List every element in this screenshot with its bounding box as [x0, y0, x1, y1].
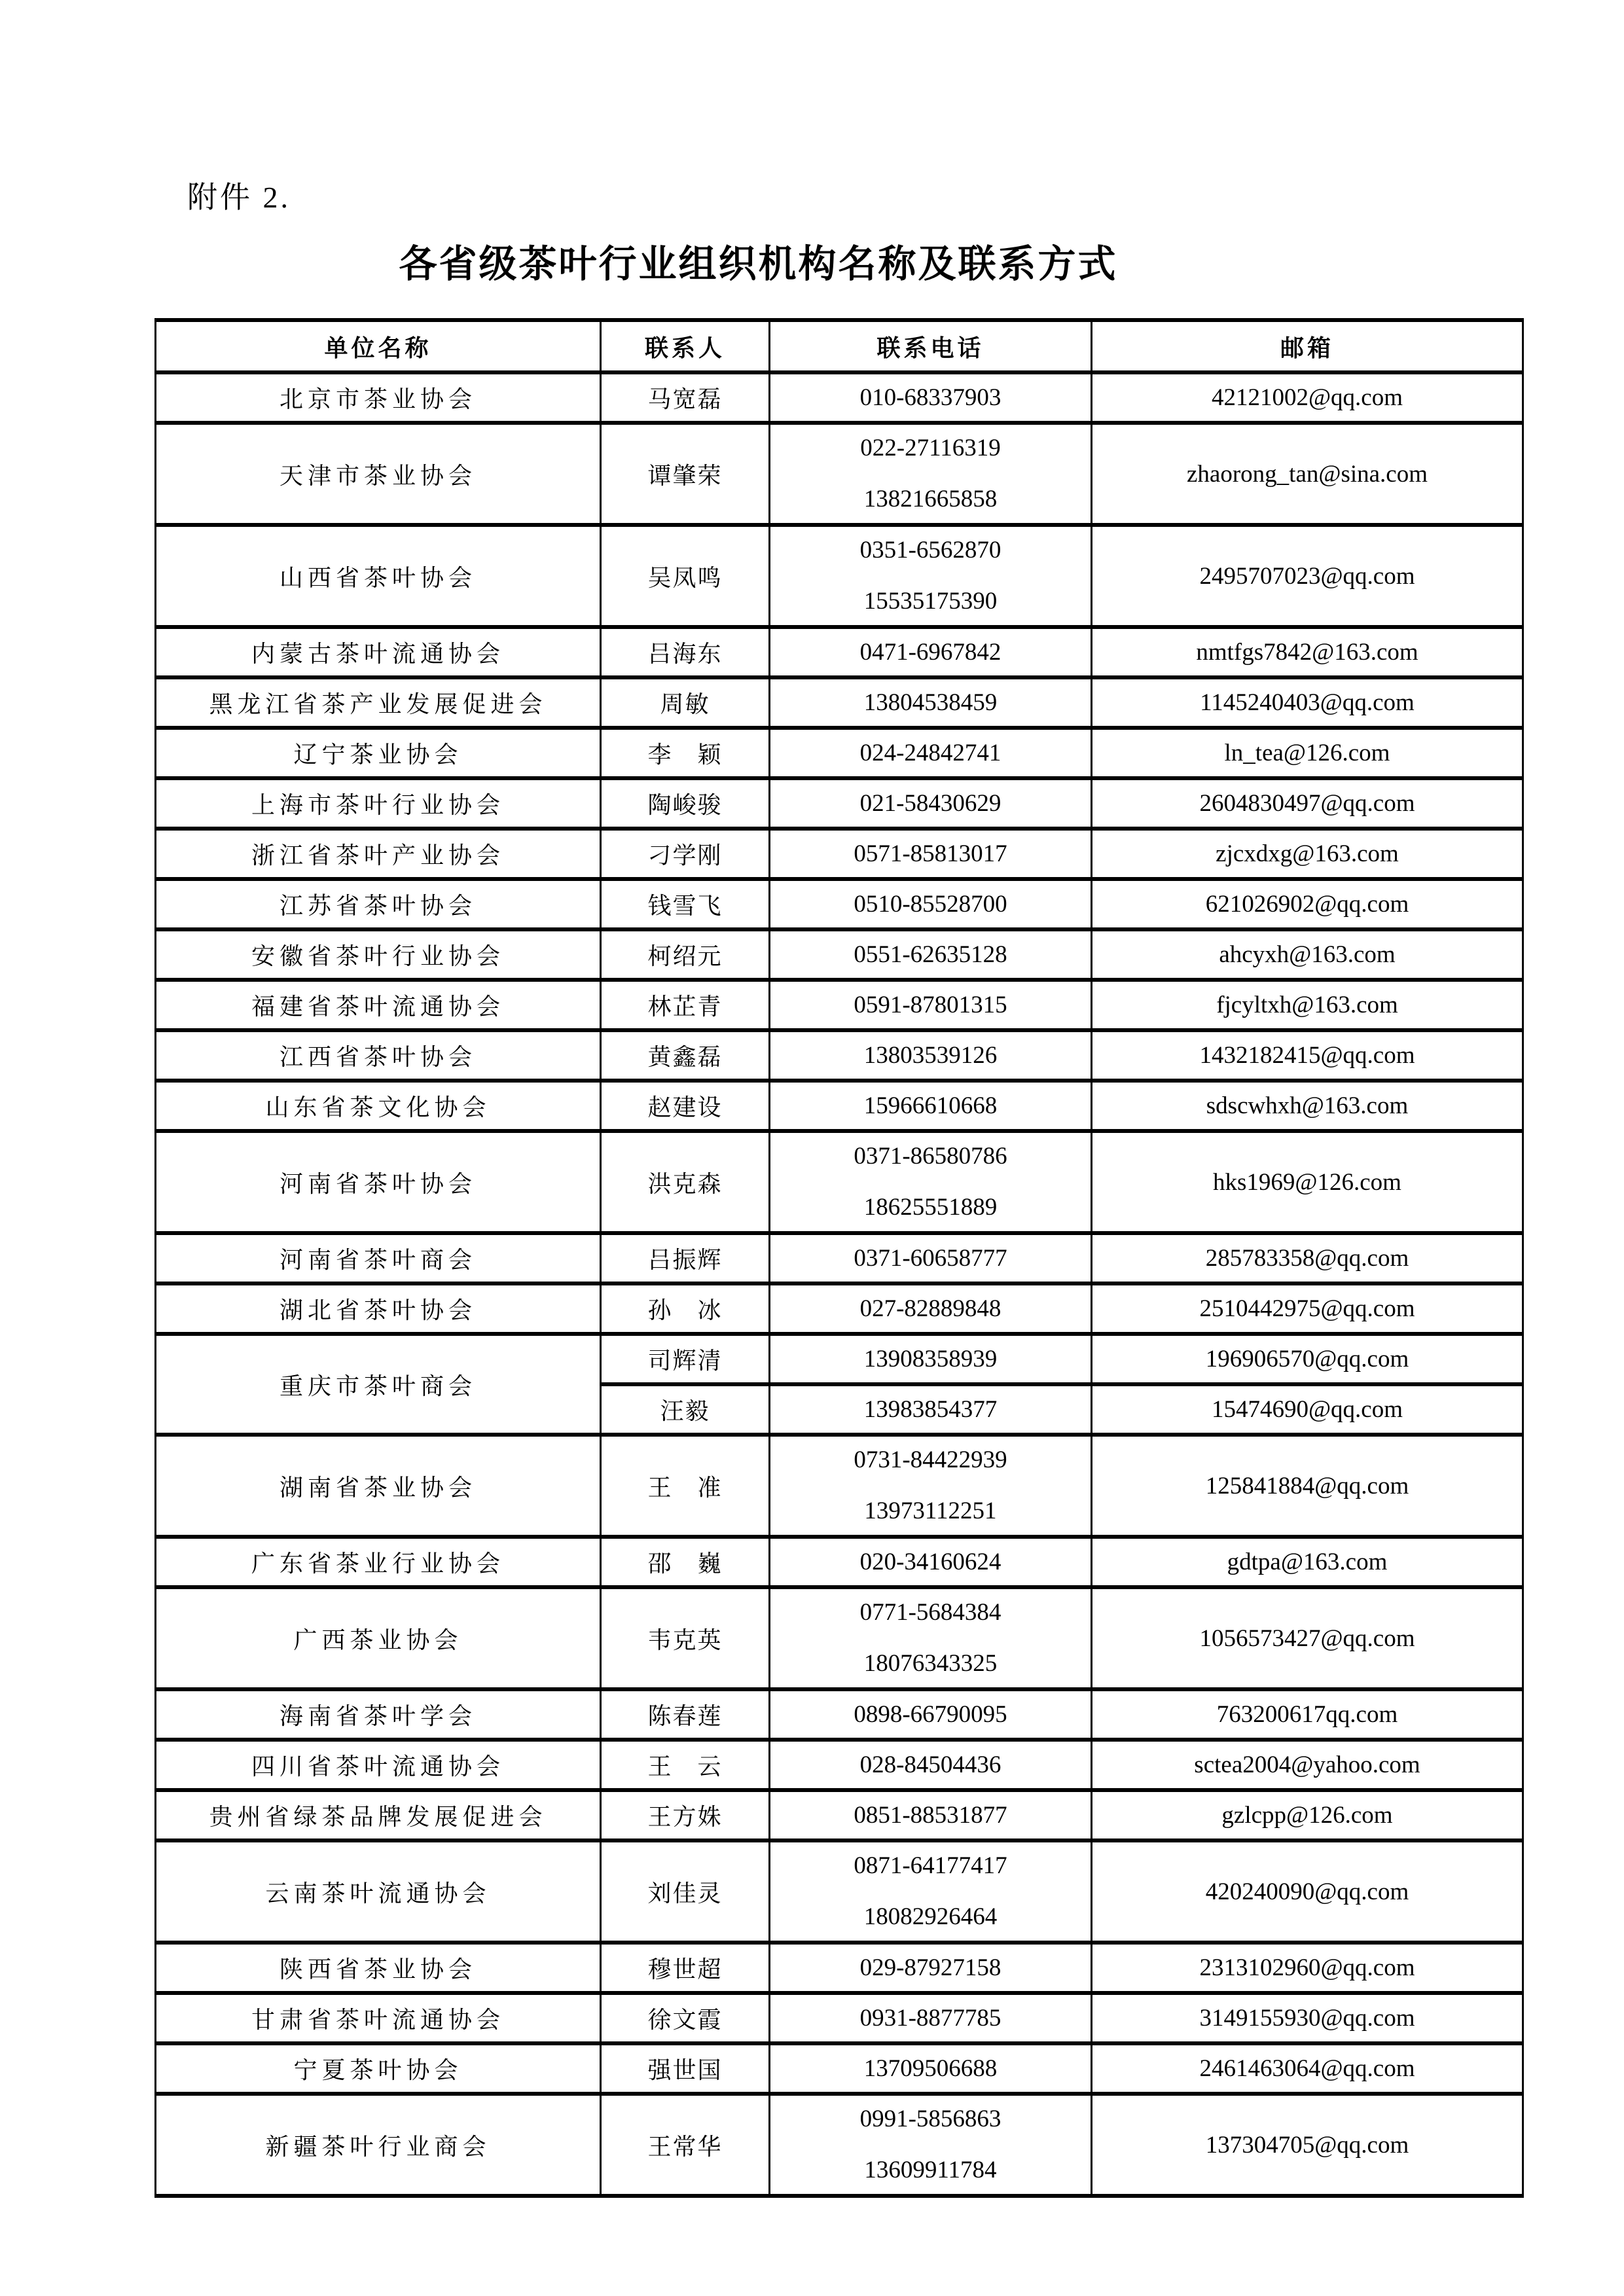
- contact-cell: 吕振辉: [601, 1233, 770, 1283]
- contact-cell: 王 云: [601, 1740, 770, 1790]
- contact-cell: 王常华: [601, 2094, 770, 2196]
- email-cell: 1056573427@qq.com: [1092, 1587, 1523, 1689]
- column-header-contact: 联系人: [601, 320, 770, 372]
- phone-number: 0371-60658777: [854, 1244, 1007, 1272]
- phone-number: 0591-87801315: [854, 991, 1007, 1018]
- table-row: [156, 1435, 1523, 1537]
- phone-cell: [770, 1384, 1092, 1435]
- email-cell: 196906570@qq.com: [1092, 1334, 1523, 1384]
- email-cell: nmtfgs7842@163.com: [1092, 627, 1523, 677]
- email-cell: ln_tea@126.com: [1092, 728, 1523, 778]
- contact-cell: 刁学刚: [601, 829, 770, 879]
- table-row: [156, 372, 1523, 423]
- contact-cell: 林芷青: [601, 980, 770, 1030]
- org-cell: 湖南省茶业协会: [156, 1435, 601, 1537]
- email-cell: hks1969@126.com: [1092, 1131, 1523, 1233]
- org-cell: 甘肃省茶叶流通协会: [156, 1993, 601, 2043]
- phone-cell: [770, 1030, 1092, 1081]
- phone-cell: [770, 1334, 1092, 1384]
- phone-cell: [770, 1587, 1092, 1689]
- email-cell: gdtpa@163.com: [1092, 1537, 1523, 1587]
- email-cell: 2461463064@qq.com: [1092, 2043, 1523, 2094]
- table-row: [156, 627, 1523, 677]
- org-cell: 广西茶业协会: [156, 1587, 601, 1689]
- table-header: [156, 320, 1523, 372]
- org-cell: 海南省茶叶学会: [156, 1689, 601, 1740]
- phone-cell: [770, 1131, 1092, 1233]
- table-row: [156, 1081, 1523, 1131]
- phone-cell: [770, 1435, 1092, 1537]
- contact-cell: 吴凤鸣: [601, 525, 770, 627]
- table-header-row: [156, 320, 1523, 372]
- phone-number: 0898-66790095: [854, 1700, 1007, 1728]
- table-row: [156, 525, 1523, 627]
- phone-cell: [770, 829, 1092, 879]
- contact-cell: 黄鑫磊: [601, 1030, 770, 1081]
- page-title: 各省级茶叶行业组织机构名称及联系方式: [399, 243, 1118, 285]
- phone-number: 13908358939: [863, 1345, 998, 1372]
- phone-number: 13973112251: [864, 1498, 997, 1524]
- contact-cell: 汪毅: [601, 1384, 770, 1435]
- org-cell: 天津市茶业协会: [156, 423, 601, 525]
- email-cell: 3149155930@qq.com: [1092, 1993, 1523, 2043]
- org-cell: 内蒙古茶叶流通协会: [156, 627, 601, 677]
- table-row: [156, 879, 1523, 929]
- phone-cell: [770, 1740, 1092, 1790]
- phone-cell: [770, 677, 1092, 728]
- contact-cell: 刘佳灵: [601, 1840, 770, 1943]
- phone-number: 13609911784: [864, 2157, 997, 2183]
- table-row: [156, 1537, 1523, 1587]
- contact-cell: 邵 巍: [601, 1537, 770, 1587]
- org-cell: 贵州省绿茶品牌发展促进会: [156, 1790, 601, 1840]
- org-cell: 上海市茶叶行业协会: [156, 778, 601, 829]
- phone-number: 13821665858: [863, 486, 998, 512]
- phone-cell: [770, 2043, 1092, 2094]
- table-row: [156, 1030, 1523, 1081]
- phone-cell: [770, 525, 1092, 627]
- column-header-org: 单位名称: [156, 320, 601, 372]
- contact-cell: 王 准: [601, 1435, 770, 1537]
- contact-cell: 洪克森: [601, 1131, 770, 1233]
- phone-number: 0371-86580786: [854, 1143, 1007, 1170]
- contact-cell: 谭肇荣: [601, 423, 770, 525]
- phone-number: 13804538459: [863, 689, 998, 716]
- phone-cell: [770, 2094, 1092, 2196]
- phone-number: 13709506688: [863, 2054, 998, 2082]
- phone-cell: [770, 1233, 1092, 1283]
- table-row: [156, 1233, 1523, 1283]
- org-cell: 浙江省茶叶产业协会: [156, 829, 601, 879]
- column-header-email: 邮箱: [1092, 320, 1523, 372]
- org-cell: 湖北省茶叶协会: [156, 1283, 601, 1334]
- table-row: [156, 423, 1523, 525]
- phone-cell: [770, 1790, 1092, 1840]
- org-cell: 黑龙江省茶产业发展促进会: [156, 677, 601, 728]
- table-row: [156, 1790, 1523, 1840]
- contact-cell: 钱雪飞: [601, 879, 770, 929]
- phone-number: 0931-8877785: [859, 2004, 1001, 2032]
- document-content: [154, 0, 1473, 2198]
- phone-cell: [770, 728, 1092, 778]
- email-cell: gzlcpp@126.com: [1092, 1790, 1523, 1840]
- phone-cell: [770, 929, 1092, 980]
- phone-number: 0771-5684384: [859, 1599, 1001, 1626]
- email-cell: 285783358@qq.com: [1092, 1233, 1523, 1283]
- email-cell: sdscwhxh@163.com: [1092, 1081, 1523, 1131]
- email-cell: 125841884@qq.com: [1092, 1435, 1523, 1537]
- phone-cell: [770, 1993, 1092, 2043]
- contact-cell: 赵建设: [601, 1081, 770, 1131]
- contact-cell: 柯绍元: [601, 929, 770, 980]
- org-cell: 广东省茶业行业协会: [156, 1537, 601, 1587]
- phone-cell: [770, 1081, 1092, 1131]
- email-cell: 763200617qq.com: [1092, 1689, 1523, 1740]
- phone-cell: [770, 1943, 1092, 1993]
- phone-number: 13803539126: [863, 1041, 998, 1069]
- phone-number: 0731-84422939: [854, 1446, 1007, 1473]
- org-cell: 重庆市茶叶商会: [156, 1334, 601, 1435]
- email-cell: 15474690@qq.com: [1092, 1384, 1523, 1435]
- table-row: [156, 1334, 1523, 1384]
- table-row: [156, 1740, 1523, 1790]
- contact-cell: 孙 冰: [601, 1283, 770, 1334]
- phone-number: 0851-88531877: [854, 1801, 1007, 1829]
- table-row: [156, 929, 1523, 980]
- phone-cell: [770, 627, 1092, 677]
- org-cell: 四川省茶叶流通协会: [156, 1740, 601, 1790]
- phone-number: 0991-5856863: [859, 2106, 1001, 2132]
- org-cell: 河南省茶叶协会: [156, 1131, 601, 1233]
- email-cell: ahcyxh@163.com: [1092, 929, 1523, 980]
- org-cell: 山西省茶叶协会: [156, 525, 601, 627]
- table-row: [156, 829, 1523, 879]
- email-cell: zhaorong_tan@sina.com: [1092, 423, 1523, 525]
- contact-cell: 吕海东: [601, 627, 770, 677]
- phone-cell: [770, 1537, 1092, 1587]
- email-cell: 2495707023@qq.com: [1092, 525, 1523, 627]
- org-cell: 辽宁茶业协会: [156, 728, 601, 778]
- table-row: [156, 1993, 1523, 2043]
- email-cell: 42121002@qq.com: [1092, 372, 1523, 423]
- table-row: [156, 728, 1523, 778]
- contact-cell: 徐文霞: [601, 1993, 770, 2043]
- org-cell: 福建省茶叶流通协会: [156, 980, 601, 1030]
- email-cell: 137304705@qq.com: [1092, 2094, 1523, 2196]
- phone-number: 15535175390: [863, 588, 998, 615]
- table-row: [156, 2094, 1523, 2196]
- phone-number: 028-84504436: [859, 1751, 1001, 1778]
- contact-cell: 韦克英: [601, 1587, 770, 1689]
- phone-cell: [770, 1689, 1092, 1740]
- email-cell: 621026902@qq.com: [1092, 879, 1523, 929]
- email-cell: 420240090@qq.com: [1092, 1840, 1523, 1943]
- contact-cell: 强世国: [601, 2043, 770, 2094]
- contact-cell: 王方姝: [601, 1790, 770, 1840]
- phone-number: 15966610668: [863, 1092, 998, 1119]
- table-row: [156, 2043, 1523, 2094]
- attachment-label: 附件 2.: [187, 181, 291, 214]
- org-cell: 北京市茶业协会: [156, 372, 601, 423]
- table-row: [156, 778, 1523, 829]
- email-cell: fjcyltxh@163.com: [1092, 980, 1523, 1030]
- phone-cell: [770, 980, 1092, 1030]
- org-cell: 陕西省茶业协会: [156, 1943, 601, 1993]
- phone-cell: [770, 778, 1092, 829]
- org-cell: 宁夏茶叶协会: [156, 2043, 601, 2094]
- table-row: [156, 1131, 1523, 1233]
- phone-number: 029-87927158: [859, 1954, 1001, 1981]
- contact-cell: 司辉清: [601, 1334, 770, 1384]
- email-cell: sctea2004@yahoo.com: [1092, 1740, 1523, 1790]
- column-header-phone: 联系电话: [770, 320, 1092, 372]
- phone-cell: [770, 372, 1092, 423]
- phone-number: 13983854377: [863, 1395, 998, 1423]
- phone-number: 021-58430629: [859, 789, 1001, 817]
- table-row: [156, 1689, 1523, 1740]
- table-row: [156, 1283, 1523, 1334]
- phone-number: 0571-85813017: [854, 840, 1007, 867]
- table-body: [156, 372, 1523, 2196]
- phone-number: 024-24842741: [859, 739, 1001, 766]
- phone-cell: [770, 1283, 1092, 1334]
- contact-cell: 李 颖: [601, 728, 770, 778]
- contact-cell: 陈春莲: [601, 1689, 770, 1740]
- phone-cell: [770, 423, 1092, 525]
- table-row: [156, 677, 1523, 728]
- phone-number: 0471-6967842: [859, 638, 1001, 666]
- phone-cell: [770, 1840, 1092, 1943]
- phone-number: 0510-85528700: [854, 890, 1007, 918]
- table-row: [156, 1943, 1523, 1993]
- phone-number: 010-68337903: [859, 384, 1001, 411]
- contact-cell: 周敏: [601, 677, 770, 728]
- email-cell: zjcxdxg@163.com: [1092, 829, 1523, 879]
- table-row: [156, 1587, 1523, 1689]
- org-cell: 江苏省茶叶协会: [156, 879, 601, 929]
- org-cell: 安徽省茶叶行业协会: [156, 929, 601, 980]
- email-cell: 1145240403@qq.com: [1092, 677, 1523, 728]
- phone-number: 022-27116319: [860, 435, 1001, 461]
- contact-table: [154, 318, 1524, 2198]
- table-row: [156, 980, 1523, 1030]
- email-cell: 2604830497@qq.com: [1092, 778, 1523, 829]
- phone-number: 18625551889: [863, 1194, 998, 1221]
- contact-cell: 穆世超: [601, 1943, 770, 1993]
- email-cell: 1432182415@qq.com: [1092, 1030, 1523, 1081]
- org-cell: 新疆茶叶行业商会: [156, 2094, 601, 2196]
- org-cell: 山东省茶文化协会: [156, 1081, 601, 1131]
- contact-cell: 陶峻骏: [601, 778, 770, 829]
- phone-number: 027-82889848: [859, 1295, 1001, 1322]
- org-cell: 江西省茶叶协会: [156, 1030, 601, 1081]
- contact-cell: 马宽磊: [601, 372, 770, 423]
- phone-number: 18076343325: [863, 1650, 998, 1677]
- phone-number: 0351-6562870: [859, 537, 1001, 564]
- email-cell: 2313102960@qq.com: [1092, 1943, 1523, 1993]
- phone-number: 0551-62635128: [854, 941, 1007, 968]
- phone-number: 18082926464: [863, 1903, 998, 1930]
- phone-number: 020-34160624: [859, 1548, 1001, 1575]
- org-cell: 河南省茶叶商会: [156, 1233, 601, 1283]
- phone-number: 0871-64177417: [854, 1852, 1007, 1879]
- table-row: [156, 1840, 1523, 1943]
- phone-cell: [770, 879, 1092, 929]
- email-cell: 2510442975@qq.com: [1092, 1283, 1523, 1334]
- org-cell: 云南茶叶流通协会: [156, 1840, 601, 1943]
